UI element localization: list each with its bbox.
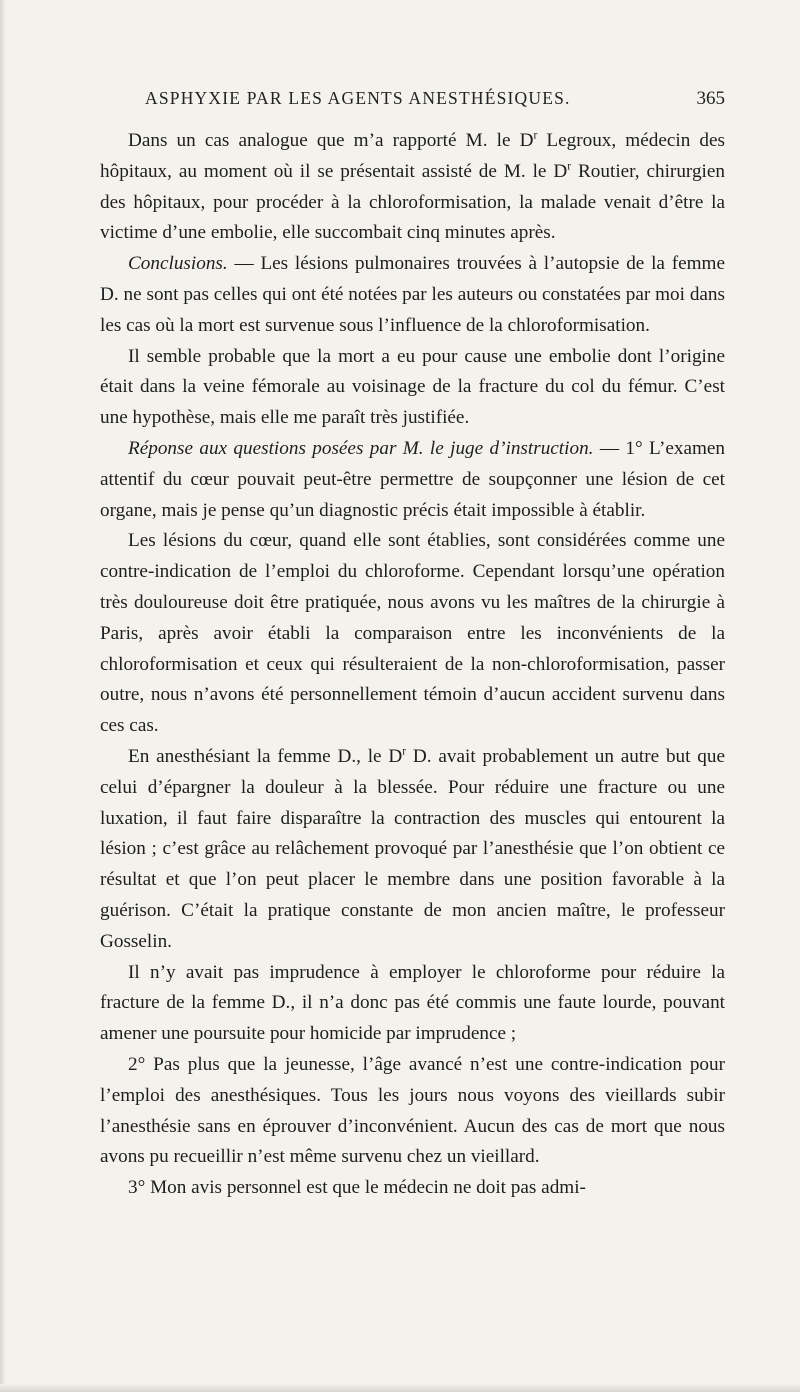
paragraph: [100, 342, 725, 434]
text-run: Il semble probable que la mort a eu pour cause une embolie dont l’origine était dans la veine fémorale au voisinage de la fracture du col du fémur. C’est une hypothèse, mais elle me paraît très justifiée.: [100, 345, 725, 429]
paragraph: [100, 742, 725, 958]
running-title: ASPHYXIE PAR LES AGENTS ANESTHÉSIQUES.: [145, 88, 571, 108]
text-run: D. avait probablement un autre but que celui d’épargner la douleur à la blessée. Pour réduire une fracture ou une luxation, il faut faire disparaître la contraction des muscles qui entourent la lésion ; c’est grâce au relâchement provoqué par l’anesthésie que l’on obtient ce résultat et que l’on peut placer le membre dans une position favorable à la guérison. C’était la pratique constante de mon ancien maître, le professeur Gosselin.: [100, 745, 725, 952]
text-run: Il n’y avait pas imprudence à employer le chloroforme pour réduire la fracture de la femme D., il n’a donc pas été commis une faute lourde, pouvant amener une poursuite pour homicide par imprudence ;: [100, 961, 725, 1045]
text-run: Legroux, médecin des hôpitaux, au moment où il se présentait assisté de M. le D: [100, 130, 725, 182]
paragraph: [100, 958, 725, 1050]
italic-heading: Réponse aux questions posées par M. le juge d’instruction.: [128, 437, 594, 459]
paragraph: [100, 434, 725, 526]
italic-heading: Conclusions.: [128, 253, 228, 275]
page-header: [100, 88, 725, 114]
superscript: r: [567, 160, 572, 173]
superscript: r: [533, 129, 538, 142]
paragraph: [100, 249, 725, 341]
text-run: En anesthésiant la femme D., le D: [128, 745, 403, 767]
paragraph: [100, 1173, 725, 1204]
page-bottom-edge: [0, 1384, 800, 1392]
body-text: [100, 126, 725, 1204]
text-run: Routier, chirurgien des hôpitaux, pour procéder à la chloroformisation, la malade venait d’être la victime d’une embolie, elle succombait cinq minutes après.: [100, 160, 725, 244]
text-run: 2° Pas plus que la jeunesse, l’âge avancé n’est une contre-indication pour l’emploi des anesthésiques. Tous les jours nous voyons des vieillards subir l’anesthésie sans en éprouver d’inconvénient. Aucun des cas de mort que nous avons pu recueillir n’est même survenu chez un vieillard.: [100, 1053, 725, 1168]
paragraph: [100, 526, 725, 742]
page-left-edge: [0, 0, 6, 1392]
superscript: r: [402, 745, 407, 758]
paragraph: [100, 1050, 725, 1173]
paragraph: [100, 126, 725, 249]
text-run: Dans un cas analogue que m’a rapporté M. le D: [128, 130, 534, 151]
text-run: — 1° L’examen attentif du cœur pouvait peut-être permettre de soupçonner une lésion de cet organe, mais je pense qu’un diagnostic précis était impossible à établir.: [100, 437, 726, 521]
text-run: 3° Mon avis personnel est que le médecin ne doit pas admi-: [128, 1177, 586, 1199]
text-run: Les lésions du cœur, quand elle sont établies, sont considérées comme une contre-indication de l’emploi du chloroforme. Cependant lorsqu’une opération très douloureuse doit être pratiquée, nous avons vu les maîtres de la chirurgie à Paris, après avoir établi la comparaison entre les inconvénients de la chloroformisation et ceux qui résulteraient de la non-chloroformisation, passer outre, nous n’avons été personnellement témoin d’aucun accident survenu dans ces cas.: [100, 530, 725, 737]
page-number: 365: [696, 88, 725, 109]
text-run: — Les lésions pulmonaires trouvées à l’autopsie de la femme D. ne sont pas celles qui ont été notées par les auteurs ou constatées par moi dans les cas où la mort est survenue sous l’influence de la chloroformisation.: [100, 253, 725, 336]
